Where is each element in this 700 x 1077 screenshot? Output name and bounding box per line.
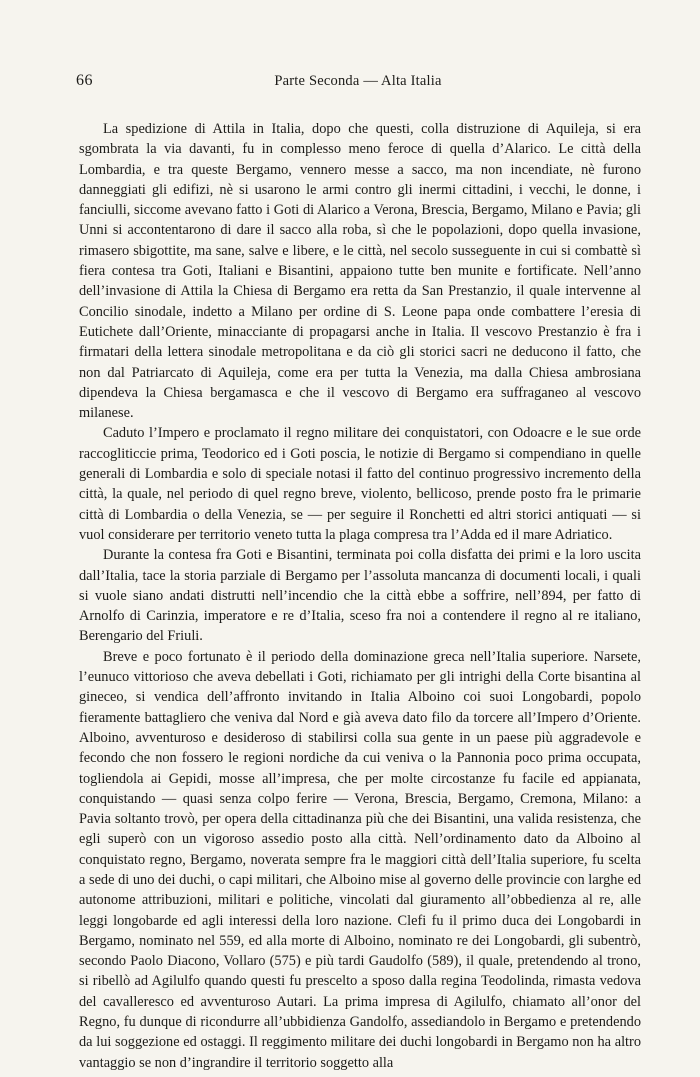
paragraph: Caduto l’Impero e proclamato il regno militare dei conquistatori, con Odoacre e le sue orde raccogliticcie prima, Teodorico ed i Goti poscia, le notizie di Bergamo si compendiano in quelle generali di Lombardia e solo di speciale notasi il fatto del continuo progressivo incremento della città, la quale, nel periodo di quel regno breve, violento, bellicoso, prende posto fra le primarie città di Lombardia o della Venezia, se — per seguire il Ronchetti ed altri storici antiquati — si vuol considerare per territorio veneto tutta la plaga compresa tra l’Adda ed il mare Adriatico. bbox=[79, 425, 641, 543]
page-header bbox=[76, 72, 640, 94]
running-head: Parte Seconda — Alta Italia bbox=[274, 73, 442, 89]
paragraph: Durante la contesa fra Goti e Bisantini, terminata poi colla disfatta dei primi e la loro uscita dall’Italia, tace la storia parziale di Bergamo per l’assoluta mancanza di documenti locali, i quali si vuole siano andati distrutti nell’incendio che la città ebbe a soffrire, nell’894, per fatto di Arnolfo di Carinzia, imperatore e re d’Italia, sceso fra noi a contendere il regno al re italiano, Berengario del Friuli. bbox=[79, 547, 641, 645]
paragraph: Breve e poco fortunato è il periodo della dominazione greca nell’Italia superiore. Narsete, l’eunuco vittorioso che aveva debellati i Goti, richiamato per gli intrighi della Corte bisantina al gineceo, si vendica dell’affronto invitando in Italia Alboino coi suoi Longobardi, popolo fieramente battagliero che veniva dal Nord e già aveva dato filo da torcere all’Impero d’Oriente. Alboino, avventuroso e desideroso di stabilirsi colla sua gente in un paese più aggradevole e fecondo che non fossero le regioni nordiche da cui veniva o la Pannonia poco prima occupata, togliendola ai Gepidi, mosse all’impresa, che per molte circostanze fu facile ed appianata, conquistando — quasi senza colpo ferire — Verona, Brescia, Bergamo, Cremona, Milano: a Pavia soltanto trovò, per opera della cittadinanza più che dei Bisantini, una valida resistenza, che egli superò con un vigoroso assedio posto alla città. Nell’ordinamento dato da Alboino al conquistato regno, Bergamo, noverata sempre fra le maggiori città dell’Italia superiore, fu scelta a sede di uno dei duchi, o capi militari, che Alboino mise al governo delle provincie con larghe ed autonome attribuzioni, militari e politiche, vincolati dal giuramento all’obbedienza al re, alle leggi longobarde ed agli interessi della loro nazione. Clefi fu il primo duca dei Longobardi in Bergamo, nominato nel 559, ed alla morte di Alboino, nominato re dei Longobardi, gli subentrò, secondo Paolo Diacono, Vollaro (575) e più tardi Gaudolfo (589), il quale, pretendendo al trono, si ribellò ad Agilulfo quando questi fu prescelto a sposo dalla regina Teodolinda, rimasta vedova del cavalleresco ed avventuroso Autari. La prima impresa di Agilulfo, chiamato all’onor del Regno, fu dunque di ricondurre all’ubbidienza Gandolfo, assediandolo in Bergamo e pretendendo da lui soggezione ed ostaggi. Il reggimento militare dei duchi longobardi in Bergamo non ha altro vantaggio se non d’ingrandire il territorio soggetto alla bbox=[79, 648, 641, 1071]
page-number: 66 bbox=[76, 72, 93, 89]
body-text bbox=[79, 119, 641, 1073]
paragraph: La spedizione di Attila in Italia, dopo che questi, colla distruzione di Aquileja, si era sgombrata la via davanti, fu in complesso meno feroce di quella d’Alarico. Le città della Lombardia, e tra queste Bergamo, vennero messe a sacco, ma non incendiate, nè furono danneggiati gli edifizi, nè si usarono le armi contro gli inermi cittadini, i vecchi, le donne, i fanciulli, siccome avevano fatto i Goti di Alarico a Verona, Brescia, Bergamo, Milano e Pavia; gli Unni si accontentarono di dare il sacco alla roba, sì che le popolazioni, dopo quella invasione, rimasero sbigottite, ma sane, salve e libere, e le città, nel secolo susseguente in cui si combattè sì fiera contesa tra Goti, Italiani e Bisantini, appaiono tutte ben munite e fortificate. Nell’anno dell’invasione di Attila la Chiesa di Bergamo era retta da San Prestanzio, il quale intervenne al Concilio sinodale, indetto a Milano per ordine di S. Leone papa onde combattere l’eresia di Eutichete dall’Oriente, minacciante di propagarsi anche in Italia. Il vescovo Prestanzio è fra i firmatari della lettera sinodale metropolitana e da ciò gli storici sacri ne deducono il fatto, che non dal Patriarcato di Aquileja, come era per tutta la Venezia, ma dalla Chiesa ambrosiana dipendeva la Chiesa bergamasca e che il vescovo di Bergamo era suffraganeo al vescovo milanese. bbox=[79, 121, 641, 422]
